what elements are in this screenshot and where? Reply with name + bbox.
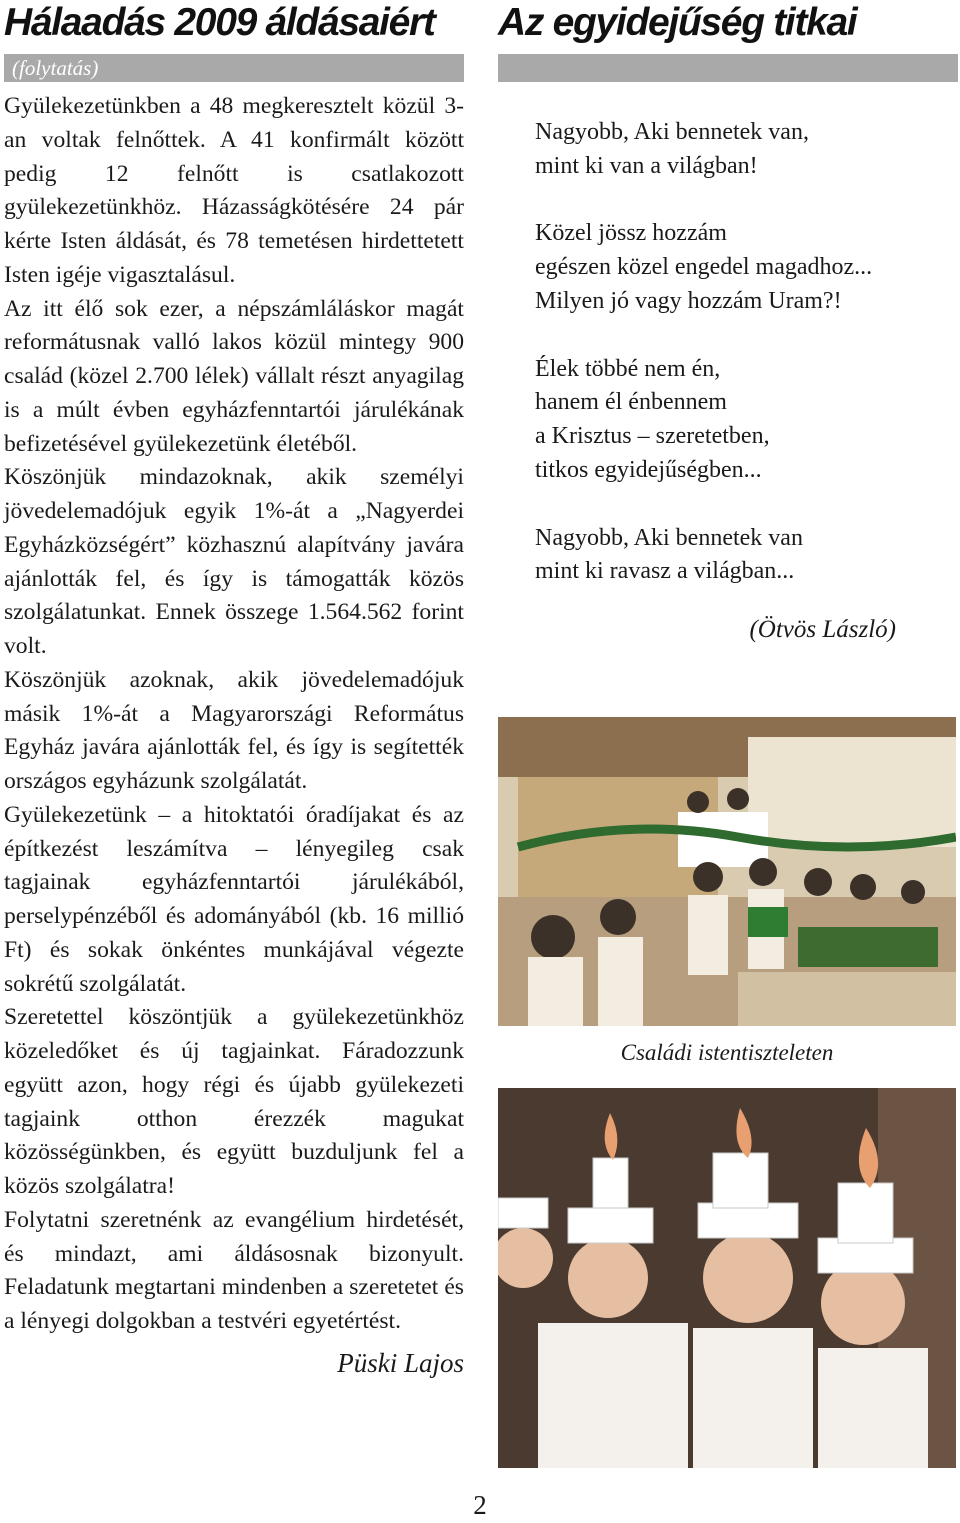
title-band — [498, 54, 958, 82]
article-paragraph: Folytatni szeretnénk az evangélium hirdetését, és mindazt, ami áldásosnak bizonyult. Feladatunk megtartani mindenben a szeretetet és a lényegi dolgokban a testvéri egyetértést. — [4, 1206, 464, 1334]
church-service-illustration — [498, 717, 956, 1026]
article-paragraph: Gyülekezetünkben a 48 megkeresztelt közül 3-an voltak felnőttek. A 41 konfirmált között pedig 12 felnőtt is csatlakozott gyülekezetünkhöz. Házasságkötésére 24 pár kérte Isten áldását, és 78 temetésen hirdettetett Isten igéje vigasztalásul. — [4, 93, 464, 288]
poem-line: titkos egyidejűségben... — [535, 456, 762, 483]
poem-stanza — [535, 522, 958, 590]
left-column — [4, 0, 464, 1381]
article-paragraph: Az itt élő sok ezer, a népszámláláskor magát reformátusnak valló lakos közül mintegy 900 család (közel 2.700 lélek) vállalt részt anyagilag is a múlt évben egyházfenntartói járulékának befizetésével gyülekezetünk életéből. — [4, 295, 464, 457]
continuation-band — [4, 54, 464, 82]
poem-line: egészen közel engedel magadhoz... — [535, 254, 873, 281]
poem-line: Milyen jó vagy hozzám Uram?! — [535, 287, 842, 314]
poem-title: Az egyidejűség titkai — [498, 1, 857, 44]
page-number: 2 — [473, 1490, 487, 1520]
poem-line: Nagyobb, Aki bennetek van, — [535, 119, 809, 145]
poem-line: hanem él énbennem — [535, 389, 727, 416]
article-paragraph: Köszönjük mindazoknak, akik személyi jövedelemadójuk egyik 1%-át a „Nagyerdei Egyházközségért” közhasznú alapítvány javára ajánlották fel, és így is támogatták közös szolgálatunkat. Ennek összege 1.564.562 forint volt. — [4, 464, 464, 659]
article-paragraph: Gyülekezetünk – a hitoktatói óradíjakat és az építkezést leszámítva – lényegileg csak tagjainak egyházfenntartói járulékából, perselypénzéből és adományából (kb. 16 millió Ft) és sokak önkéntes munkájával végezte sokrétű szolgálatát. — [4, 801, 464, 997]
article-paragraph: Köszönjük azoknak, akik jövedelemadójuk másik 1%-át a Magyarországi Református Egyház javára ajánlották fel, és így is segítették országos egyházunk szolgálatát. — [4, 666, 464, 794]
poem — [498, 116, 958, 589]
article-title: Hálaadás 2009 áldásaiért — [4, 1, 435, 44]
poem-stanza — [535, 353, 958, 488]
poem-line: a Krisztus – szeretetben, — [535, 423, 770, 450]
article-signature: Püski Lajos — [337, 1347, 464, 1378]
article-body — [4, 90, 464, 1339]
poem-line: Élek többé nem én, — [535, 355, 721, 382]
right-column — [498, 0, 958, 647]
photo-caption: Családi istentiszteleten — [620, 1040, 834, 1065]
poem-line: Nagyobb, Aki bennetek van — [535, 524, 803, 551]
poem-stanza — [535, 116, 958, 184]
continuation-label: (folytatás) — [12, 56, 99, 80]
children-candle-hats-photo — [498, 1088, 956, 1468]
poem-author: (Ötvös László) — [749, 615, 896, 643]
poem-line: mint ki van a világban! — [535, 152, 758, 179]
poem-line: Közel jössz hozzám — [535, 220, 727, 247]
poem-stanza — [535, 217, 958, 318]
poem-line: mint ki ravasz a világban... — [535, 558, 795, 585]
article-paragraph: Szeretettel köszöntjük a gyülekezetünkhöz közeledőket és új tagjainkat. Fáradozzunk együtt azon, hogy régi és újabb gyülekezeti tagjaink otthon érezzék magukat közösségünkben, és együtt buzduljunk fel a közös szolgálatra! — [4, 1004, 464, 1199]
church-service-photo — [498, 717, 956, 1026]
children-illustration — [498, 1088, 956, 1468]
